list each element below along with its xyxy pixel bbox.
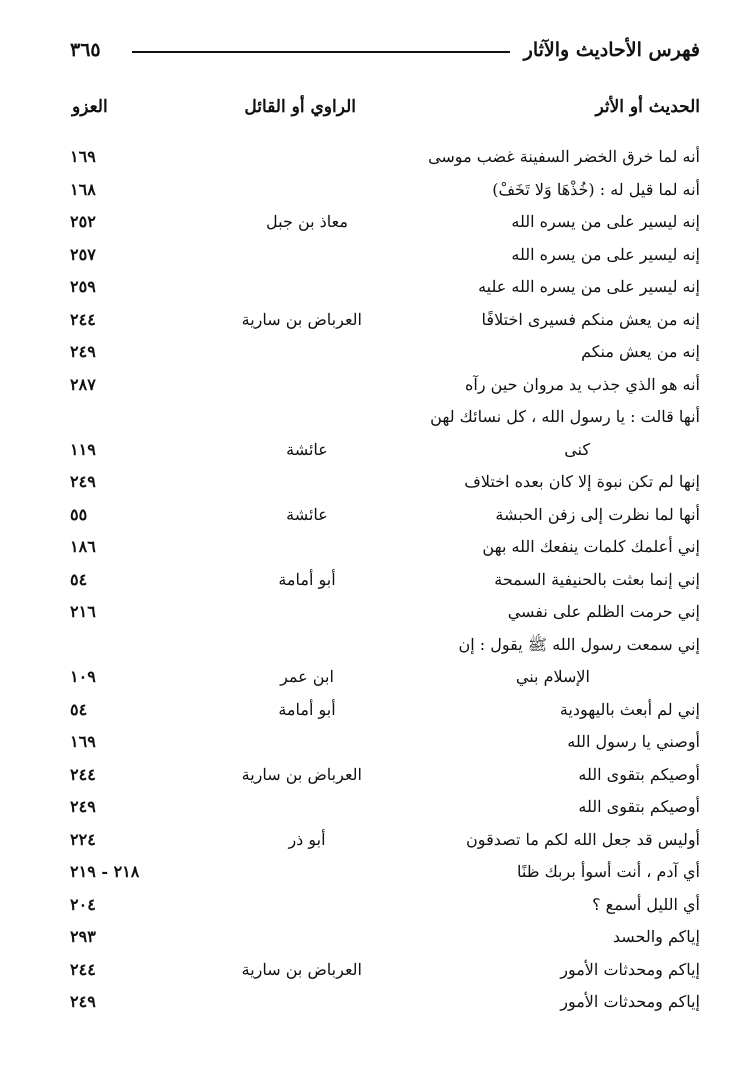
table-row (70, 239, 700, 272)
hadith-text: أي آدم ، أنت أسوأ بربك ظنًا (517, 862, 700, 881)
page-reference: ٢١٦ (70, 602, 96, 621)
narrator-name: العرباض بن سارية (241, 959, 362, 979)
table-row (70, 206, 700, 239)
hadith-text: أنها لما نظرت إلى زفن الحبشة (495, 504, 700, 524)
hadith-text: إني حرمت الظلم على نفسي (507, 602, 700, 621)
column-header-narrator: الراوي أو القائل (244, 97, 356, 117)
table-row (70, 499, 700, 532)
table-row (70, 434, 700, 467)
page-reference: ٢٤٩ (70, 472, 96, 491)
hadith-text: إنه ليسير على من يسره الله (511, 212, 700, 231)
hadith-text: إني أعلمك كلمات ينفعك الله بهن (482, 537, 700, 556)
page-reference: ٢٤٩ (70, 992, 96, 1011)
page-reference: ٥٤ (70, 569, 88, 589)
index-table (70, 141, 700, 1019)
table-row (70, 791, 700, 824)
hadith-text: إنه ليسير على من يسره الله عليه (478, 277, 700, 296)
narrator-name: معاذ بن جبل (266, 212, 348, 231)
hadith-text: أنها قالت : يا رسول الله ، كل نسائك لهن (430, 407, 700, 426)
running-title: فهرس الأحاديث والآثار (523, 39, 700, 61)
page-reference: ٢١٨ - ٢١٩ (70, 862, 140, 881)
page-reference: ٢٥٧ (70, 244, 96, 264)
table-row (70, 921, 700, 954)
page-reference: ٢٥٢ (70, 212, 96, 231)
narrator-name: عائشة (286, 504, 328, 524)
running-header (70, 36, 700, 64)
page-reference: ٢٥٩ (70, 277, 96, 296)
hadith-text: أنه لما خرق الخضر السفينة غضب موسى (428, 147, 700, 166)
hadith-text: إنه ليسير على من يسره الله (511, 244, 700, 264)
page-reference: ٢٩٣ (70, 927, 96, 946)
page-reference: ٢٠٤ (70, 894, 96, 914)
column-header-hadith: الحديث أو الأثر (595, 97, 700, 117)
table-row (70, 986, 700, 1019)
table-row (70, 694, 700, 727)
hadith-text: إنها لم تكن نبوة إلا كان بعده اختلاف (464, 472, 700, 491)
table-row (70, 856, 700, 889)
page-reference: ٢٤٤ (70, 959, 96, 979)
hadith-text: أنه هو الذي جذب يد مروان حين رآه (465, 374, 700, 394)
table-row (70, 401, 700, 434)
table-row (70, 564, 700, 597)
page-reference: ١٦٩ (70, 147, 96, 166)
page-reference: ١٦٩ (70, 732, 96, 751)
table-row (70, 174, 700, 207)
table-row (70, 531, 700, 564)
page-reference: ٢٤٤ (70, 309, 96, 329)
page-reference: ٢٢٤ (70, 829, 96, 849)
table-row (70, 889, 700, 922)
table-row (70, 629, 700, 662)
table-row (70, 596, 700, 629)
hadith-text: إنه من يعش منكم (581, 342, 700, 361)
column-header-reference: العزو (72, 97, 108, 117)
table-row (70, 759, 700, 792)
hadith-text: إياكم ومحدثات الأمور (560, 992, 700, 1011)
hadith-text: أوصيكم بتقوى الله (578, 797, 700, 816)
narrator-name: أبو أمامة (278, 699, 336, 719)
page-reference: ١٠٩ (70, 667, 96, 686)
page-number: ٣٦٥ (70, 39, 101, 61)
page-reference: ٥٥ (70, 504, 88, 524)
hadith-text: كنى (564, 439, 590, 459)
table-row (70, 271, 700, 304)
hadith-text: أوصيكم بتقوى الله (578, 764, 700, 784)
hadith-text: إني إنما بعثت بالحنيفية السمحة (494, 569, 700, 589)
hadith-text: أوصني يا رسول الله (567, 732, 700, 751)
page-reference: ١٦٨ (70, 179, 96, 199)
hadith-text: إني سمعت رسول الله ﷺ يقول : إن (458, 634, 700, 654)
narrator-name: العرباض بن سارية (241, 764, 362, 784)
page-reference: ٥٤ (70, 699, 88, 719)
hadith-text: الإسلام بني (515, 667, 590, 686)
table-row (70, 661, 700, 694)
hadith-text: إياكم والحسد (612, 927, 700, 946)
page-reference: ٢٨٧ (70, 374, 96, 394)
page-reference: ٢٤٩ (70, 342, 96, 361)
page-reference: ٢٤٩ (70, 797, 96, 816)
hadith-text: أوليس قد جعل الله لكم ما تصدقون (466, 829, 700, 849)
table-row (70, 954, 700, 987)
table-row (70, 466, 700, 499)
narrator-name: أبو ذر (288, 829, 326, 849)
hadith-text: إنه من يعش منكم فسيرى اختلافًا (481, 309, 700, 329)
hadith-text: إني لم أبعث باليهودية (559, 699, 700, 719)
hadith-text: إياكم ومحدثات الأمور (560, 959, 700, 979)
narrator-name: ابن عمر (280, 667, 334, 686)
narrator-name: أبو أمامة (278, 569, 336, 589)
page-reference: ٢٤٤ (70, 764, 96, 784)
table-row (70, 726, 700, 759)
table-row (70, 369, 700, 402)
narrator-name: العرباض بن سارية (241, 309, 362, 329)
page-reference: ١١٩ (70, 439, 96, 459)
table-row (70, 141, 700, 174)
header-rule (132, 51, 510, 53)
hadith-text: أنه لما قيل له : (خُذْهَا وَلا تَخَفْ) (492, 179, 700, 199)
table-row (70, 336, 700, 369)
hadith-text: أي الليل أسمع ؟ (592, 894, 700, 914)
narrator-name: عائشة (286, 439, 328, 459)
page-reference: ١٨٦ (70, 537, 96, 556)
column-headers (70, 92, 700, 122)
table-row (70, 824, 700, 857)
table-row (70, 304, 700, 337)
